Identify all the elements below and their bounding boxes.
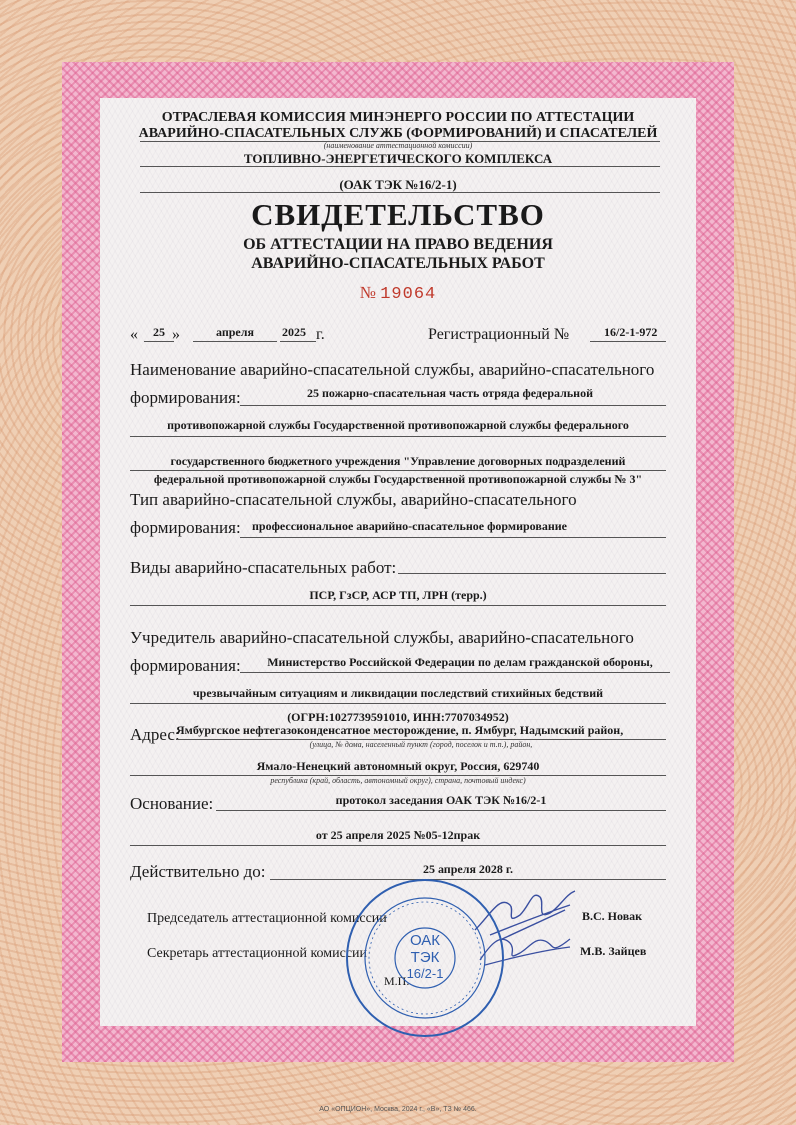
date-month: апреля [216, 325, 254, 339]
year-underline [280, 341, 316, 342]
round-stamp [340, 873, 510, 1043]
address-hint-1: (улица, № дома, населенный пункт (город, поселок и т.п.), район, [309, 740, 533, 749]
works-underline-2 [130, 605, 666, 606]
chair-name: В.С. Новак [582, 909, 643, 923]
service-name-label-1: Наименование аварийно-спасательной службы, аварийно-спасательного [130, 360, 655, 379]
founder-line1: Министерство Российской Федерации по делам гражданской обороны, [267, 655, 653, 669]
service-type-label-1: Тип аварийно-спасательной службы, аварийно-спасательного [130, 490, 577, 509]
secretary-name: М.В. Зайцев [580, 944, 647, 958]
stamp-center-1: ОАК [409, 932, 441, 949]
month-underline [193, 341, 277, 342]
regnum-underline [590, 341, 666, 342]
day-underline [144, 341, 174, 342]
header-line2: АВАРИЙНО-СПАСАТЕЛЬНЫХ СЛУЖБ (ФОРМИРОВАНИЙ) И СПАСАТЕЛЕЙ [138, 126, 658, 141]
certificate-title: СВИДЕТЕЛЬСТВО [251, 197, 545, 232]
service-name-line3: государственного бюджетного учреждения "Управление договорных подразделений [170, 454, 626, 468]
certificate-number [110, 283, 686, 304]
printer-footer: АО «ОПЦИОН», Москва, 2024 г., «В», ТЗ № 466. [319, 1106, 477, 1113]
founder-label-2: формирования: [130, 656, 241, 675]
service-underline-2 [130, 436, 666, 437]
founder-line2: чрезвычайным ситуациям и ликвидации последствий стихийных бедствий [192, 686, 604, 700]
registration-number: 16/2-1-972 [604, 325, 658, 339]
year-suffix: г. [316, 326, 325, 343]
stamp-center-3: 16/2-1 [406, 966, 444, 981]
basis-line2: от 25 апреля 2025 №05-12прак [315, 828, 481, 842]
header-line1: ОТРАСЛЕВАЯ КОМИССИЯ МИНЭНЕРГО РОССИИ ПО АТТЕСТАЦИИ [161, 110, 635, 125]
founder-label-1: Учредитель аварийно-спасательной службы, аварийно-спасательного [130, 628, 634, 647]
valid-label: Действительно до: [130, 862, 266, 881]
number-prefix: № [359, 283, 376, 302]
number-value: 19064 [380, 285, 437, 304]
registration-label: Регистрационный № [428, 326, 570, 343]
founder-line3: (ОГРН:1027739591010, ИНН:7707034952) [287, 710, 509, 724]
header-line3: ТОПЛИВНО-ЭНЕРГЕТИЧЕСКОГО КОМПЛЕКСА [243, 151, 553, 166]
address-hint-2: республика (край, область, автономный округ), страна, почтовый индекс) [270, 776, 526, 785]
certificate-subtitle-1: ОБ АТТЕСТАЦИИ НА ПРАВО ВЕДЕНИЯ [243, 236, 553, 253]
mp-label: М.П. [384, 974, 410, 988]
service-name-line1: 25 пожарно-спасательная часть отряда федеральной [306, 386, 593, 400]
founder-underline-2 [130, 703, 666, 704]
header-hint: (наименование аттестационной комиссии) [323, 141, 473, 150]
works-underline-1 [398, 573, 666, 574]
type-underline [240, 537, 666, 538]
basis-label: Основание: [130, 794, 214, 813]
service-type-value: профессиональное аварийно-спасательное формирование [252, 519, 567, 533]
service-underline-1 [240, 405, 666, 406]
code-underline [140, 192, 660, 193]
chair-label: Председатель аттестационной комиссии [147, 911, 387, 926]
commission-code: (ОАК ТЭК №16/2-1) [339, 177, 457, 192]
founder-underline-1 [240, 672, 670, 673]
date-day: 25 [153, 325, 165, 339]
date-year: 2025 [282, 325, 306, 339]
stamp-center-2: ТЭК [410, 949, 440, 966]
service-type-label-2: формирования: [130, 518, 241, 537]
address-line1: Ямбургское нефтегазоконденсатное месторождение, п. Ямбург, Надымский район, [176, 723, 624, 737]
basis-underline-2 [130, 845, 666, 846]
header-underline-2 [140, 166, 660, 167]
certificate-subtitle-2: АВАРИЙНО-СПАСАТЕЛЬНЫХ РАБОТ [251, 255, 545, 272]
service-name-label-2: формирования: [130, 388, 241, 407]
secretary-label: Секретарь аттестационной комиссии [147, 946, 368, 961]
service-underline-3 [130, 470, 666, 471]
date-close-quote: » [172, 326, 180, 343]
works-value: ПСР, ГзСР, АСР ТП, ЛРН (терр.) [309, 588, 487, 602]
date-open-quote: « [130, 326, 138, 343]
works-label: Виды аварийно-спасательных работ: [130, 558, 397, 577]
service-name-line2: противопожарной службы Государственной противопожарной службы федерального [167, 418, 629, 432]
basis-line1: протокол заседания ОАК ТЭК №16/2-1 [335, 793, 547, 807]
address-label: Адрес: [130, 725, 180, 744]
basis-underline-1 [216, 810, 666, 811]
service-name-line4: федеральной противопожарной службы Государственной противопожарной службы № 3" [153, 472, 643, 486]
address-line2: Ямало-Ненецкий автономный округ, Россия, 629740 [256, 759, 540, 773]
valid-value: 25 апреля 2028 г. [422, 862, 514, 876]
